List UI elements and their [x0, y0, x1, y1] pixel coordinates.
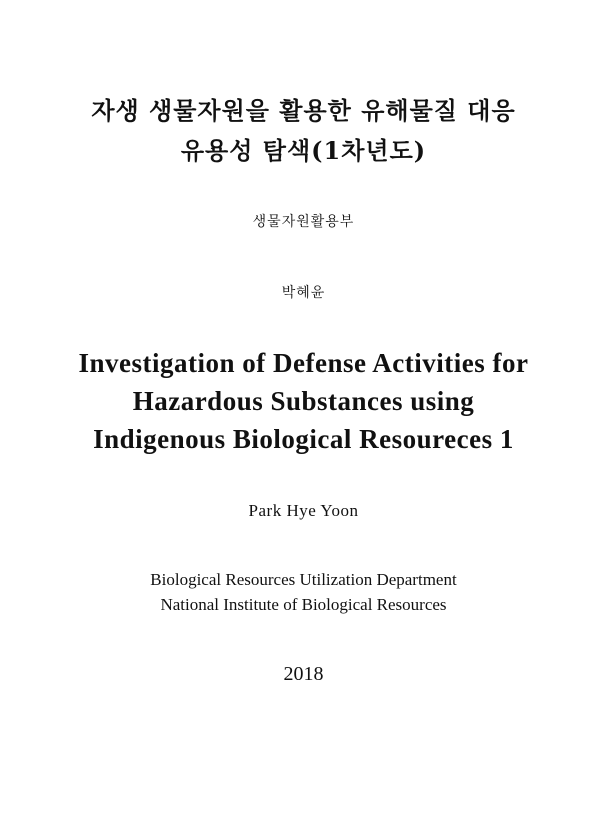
- english-author: Park Hye Yoon: [248, 501, 359, 520]
- english-department: Biological Resources Utilization Department: [150, 570, 457, 589]
- korean-title-line-1: 자생 생물자원을 활용한 유해물질 대응: [91, 96, 516, 125]
- publication-year: 2018: [283, 663, 324, 685]
- english-title-line-1: Investigation of Defense Activities for: [78, 348, 529, 378]
- english-institute: National Institute of Biological Resources: [160, 595, 447, 614]
- english-title-line-2: Hazardous Substances using: [132, 386, 475, 416]
- korean-author: 박혜윤: [281, 285, 326, 301]
- korean-title-line-2: 유용성 탐색(1차년도): [180, 136, 427, 165]
- english-title-line-3: Indigenous Biological Resoureces 1: [93, 424, 514, 454]
- korean-department: 생물자원활용부: [252, 214, 355, 230]
